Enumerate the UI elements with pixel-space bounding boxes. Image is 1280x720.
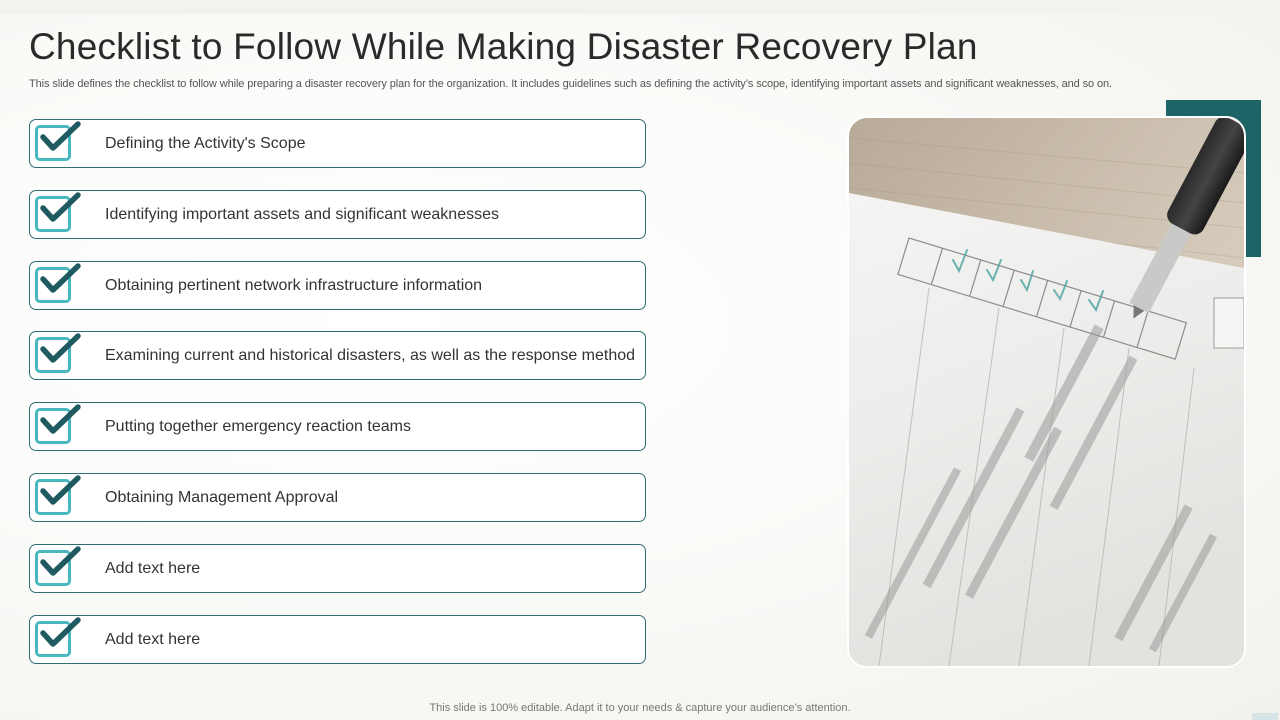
checklist-item-label: Putting together emergency reaction teams <box>105 418 411 436</box>
checkmark-icon <box>38 189 90 231</box>
pen-on-form-illustration <box>849 118 1244 666</box>
checklist-item <box>29 473 646 522</box>
checklist-item <box>29 119 646 168</box>
checklist-item <box>29 615 646 664</box>
checklist-item-label: Add text here <box>105 630 201 648</box>
checkmark-icon <box>38 401 90 443</box>
slide-subtitle: This slide defines the checklist to follow while preparing a disaster recovery plan for the organization. It includes guidelines such as defining the activity’s scope, identifying important assets and significant weaknesses, and so on. <box>29 78 1113 90</box>
top-rule <box>0 0 1280 14</box>
checklist <box>29 119 646 685</box>
checkmark-icon <box>38 614 90 656</box>
checkmark-icon <box>38 543 90 585</box>
checklist-item-label: Add text here <box>105 559 201 577</box>
checklist-item-label: Identifying important assets and significant weaknesses <box>105 205 499 223</box>
checklist-item-label: Defining the Activity's Scope <box>105 135 306 152</box>
checklist-item <box>29 261 646 310</box>
slide-title: Checklist to Follow While Making Disaster Recovery Plan <box>29 26 978 67</box>
checkmark-icon <box>38 118 90 160</box>
checklist-photo <box>849 118 1244 666</box>
corner-mark <box>1252 713 1278 720</box>
checklist-item <box>29 402 646 451</box>
checklist-item <box>29 190 646 239</box>
checklist-item <box>29 544 646 593</box>
checkmark-icon <box>38 260 90 302</box>
checkmark-icon <box>38 472 90 514</box>
checkmark-icon <box>38 330 90 372</box>
checklist-item-label: Examining current and historical disasters, as well as the response method <box>105 347 636 365</box>
checklist-item-label: Obtaining Management Approval <box>105 488 339 506</box>
slide-footer: This slide is 100% editable. Adapt it to your needs & capture your audience’s attention. <box>429 702 851 714</box>
checklist-item <box>29 331 646 380</box>
checklist-item-label: Obtaining pertinent network infrastructure information <box>105 276 483 294</box>
